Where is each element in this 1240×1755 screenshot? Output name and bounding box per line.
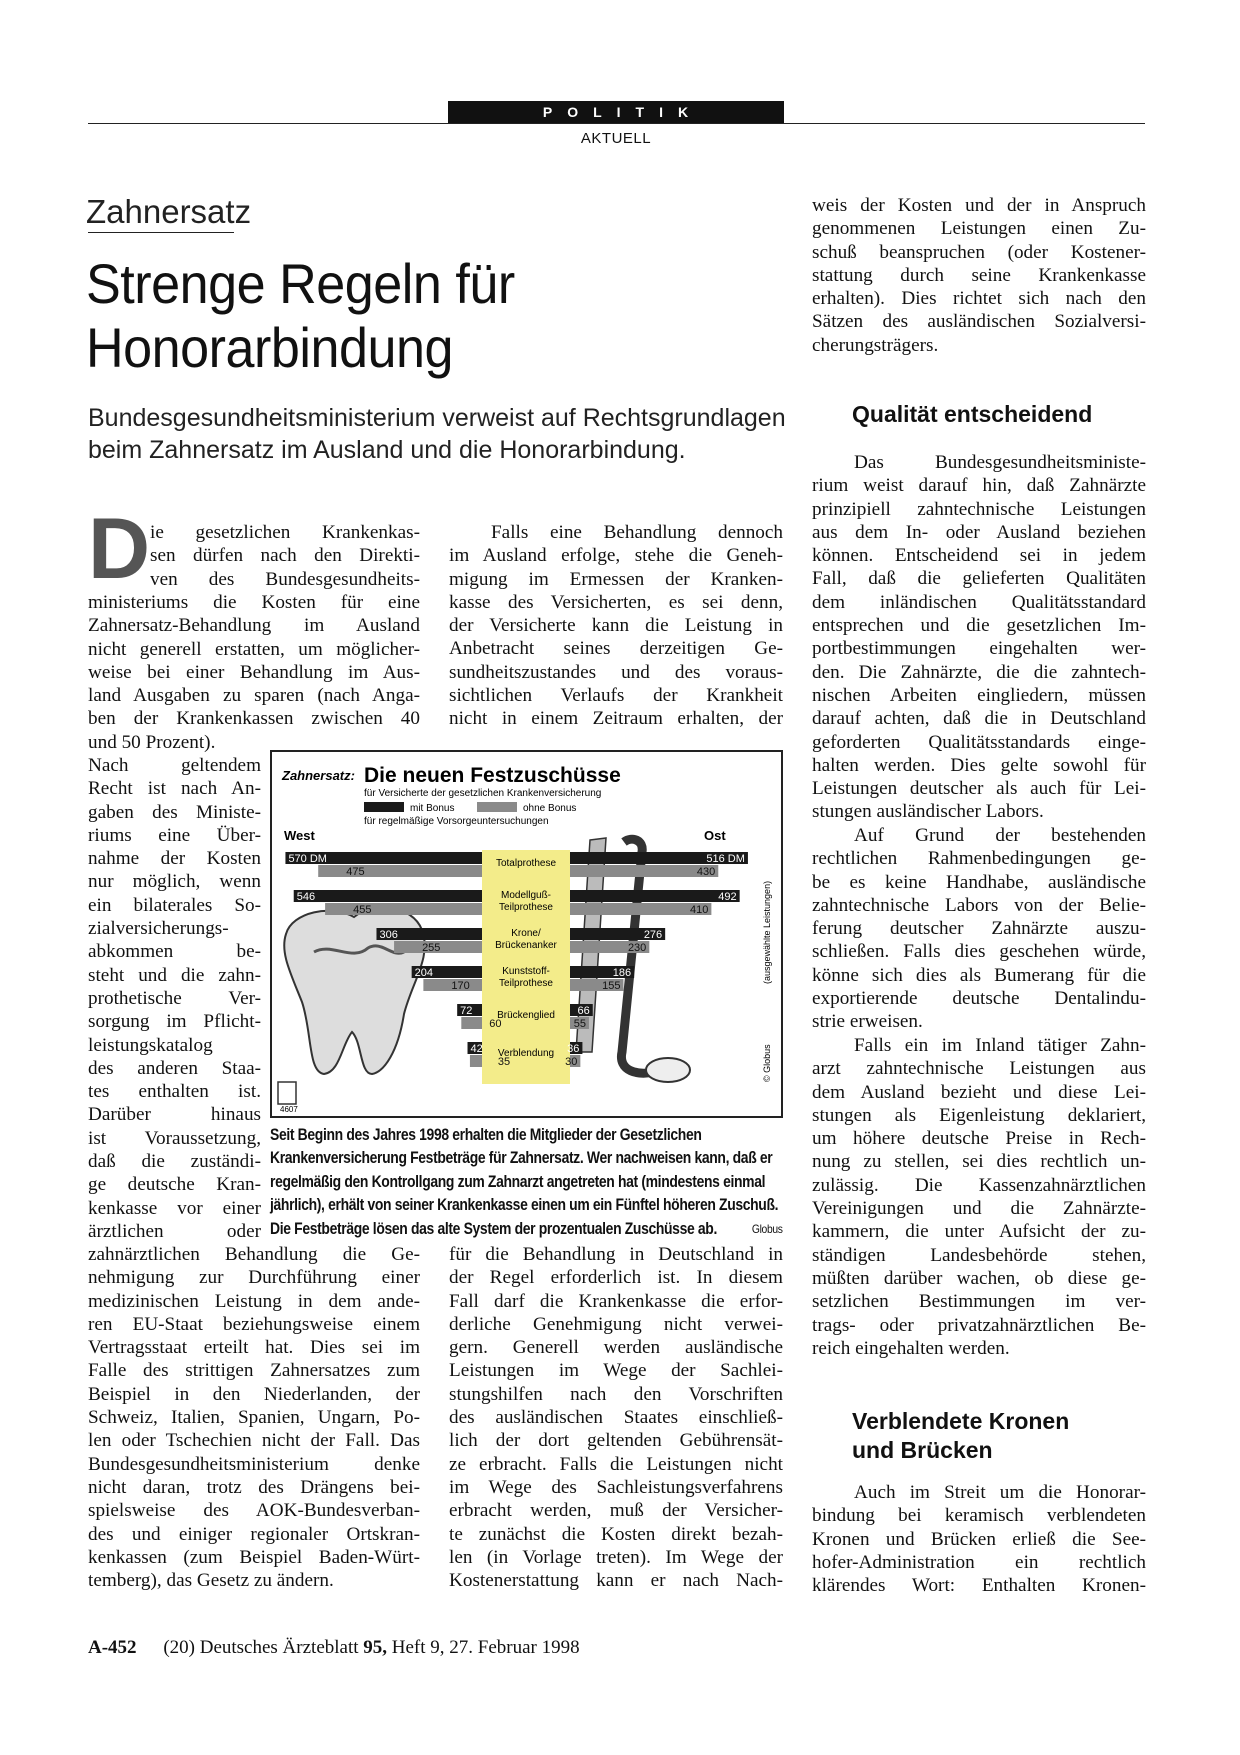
category-label: Kunststoff- <box>502 966 550 977</box>
text-line: migung im Ermessen der Kranken- <box>449 568 783 590</box>
text-line: klärendes Wort: Enthalten Kronen- <box>812 1575 1146 1597</box>
text-line: zahnärztlichen Behandlung die Ge- <box>88 1244 420 1265</box>
text-line: ärztlichen oder <box>88 1220 261 1242</box>
text-line: tes enthalten ist. <box>88 1081 261 1103</box>
section-label: POLITIK <box>448 101 784 123</box>
text-line: Falls ein im Inland tätiger Zahn- <box>854 1035 1146 1056</box>
text-line: erbracht werden, muß der Versicher- <box>449 1500 783 1522</box>
text-line: nung zu stellen, sei dies rechtlich un- <box>812 1151 1146 1173</box>
text-line: nahme der Kosten <box>88 848 261 870</box>
text-line: nicht daran, trotz des Drängens bei- <box>88 1476 420 1498</box>
text-line: te zunächst die Kosten direkt bezah- <box>449 1523 783 1545</box>
body-column-1-top <box>150 521 420 591</box>
data-label-east-bonus: 36 <box>567 1043 580 1055</box>
text-line: nicht generell erstatten, um möglicher- <box>88 638 420 660</box>
text-line: Schweiz, Italien, Spanien, Ungarn, Po- <box>88 1407 420 1429</box>
text-line: len oder Tschechien nicht der Fall. Das <box>88 1430 420 1452</box>
text-line: zulässig. Die Kassenzahnärztlichen <box>812 1174 1146 1196</box>
text-line: aus dem In- oder Ausland beziehen <box>812 521 1146 543</box>
text-line: schließen. Falls dies geschehen würde, <box>812 941 1146 963</box>
text-line: dem Ausland bezieht und diese Lei- <box>812 1081 1146 1103</box>
category-label: Verblendung <box>497 1048 555 1059</box>
data-label-west-bonus: 306 <box>379 929 398 941</box>
data-label-east-bonus: 516 DM <box>706 853 745 865</box>
bar-east-bonus <box>570 890 740 902</box>
data-label-west-bonus: 570 DM <box>288 853 327 865</box>
section-heading-veneered-line-1: Verblendete Kronen <box>852 1408 1070 1434</box>
bar-west-nobonus <box>461 1017 482 1029</box>
text-line: Zahnersatz-Behandlung im Ausland <box>88 615 420 637</box>
text-line: nischen Arbeiten eingliedern, müssen <box>812 684 1146 706</box>
data-label-west-nobonus: 60 <box>489 1018 502 1030</box>
data-label-west-nobonus: 35 <box>497 1056 511 1068</box>
figure-caption <box>270 1124 783 1241</box>
text-line: im Ausland erfolge, stehe die Geneh- <box>449 545 783 567</box>
text-line: Vereinigungen und die Zahnärzte- <box>812 1198 1146 1220</box>
legend-label-nobonus: ohne Bonus <box>523 803 577 814</box>
text-line: Recht ist nach An- <box>88 778 261 800</box>
data-label-west-nobonus: 455 <box>353 904 372 916</box>
text-line: ge deutsche Kran- <box>88 1174 261 1196</box>
text-line: daß die zuständi- <box>88 1151 261 1173</box>
data-label-east-bonus: 492 <box>718 891 737 903</box>
kicker-rule <box>88 232 234 233</box>
text-line: land Ausgaben zu sparen (nach Anga- <box>88 685 420 707</box>
text-line: gern. Generell werden ausländische <box>449 1337 783 1359</box>
headline-line-2: Honorarbindung <box>86 316 454 379</box>
data-label-west-bonus: 204 <box>414 967 434 979</box>
body-column-2-bottom <box>449 1243 783 1592</box>
text-line: ie gesetzlichen Krankenkas- <box>150 522 420 543</box>
text-line: Anbetracht seines derzeitigen Ge- <box>449 638 783 660</box>
text-line: spielsweise des AOK-Bundesverban- <box>88 1500 420 1522</box>
body-column-3-top <box>812 194 1146 357</box>
section-heading-quality: Qualität entscheidend <box>852 401 1093 427</box>
body-column-2-top <box>449 521 783 731</box>
text-line: entsprechen und die gesetzlichen Im- <box>812 615 1146 637</box>
text-line: könne sich dies als Bumerang für die <box>812 964 1146 986</box>
text-line: Darüber hinaus <box>88 1104 261 1126</box>
text-line: Vertragsstaat erteilt hat. Dies sei im <box>88 1337 420 1359</box>
text-line: exportierende deutsche Dentalindu- <box>812 988 1146 1010</box>
page-footer <box>88 1637 580 1659</box>
subheadline: Bundesgesundheitsministerium verweist auf Rechtsgrundlagen beim Zahnersatz im Ausland und die Honorarbindung. <box>88 404 786 464</box>
issue-volume: 95, <box>363 1637 388 1658</box>
text-line: leistungskatalog <box>88 1034 213 1056</box>
text-line: des und einiger regionaler Ortskran- <box>88 1523 420 1545</box>
legend-swatch-bonus <box>364 802 404 812</box>
text-line: abkommen be- <box>88 941 261 963</box>
text-line: medizinischen Leistung in dem ande- <box>88 1290 420 1312</box>
text-line: prinzipiell zahntechnische Leistungen <box>812 498 1146 520</box>
text-line: um höhere deutsche Preise in Rech- <box>812 1128 1146 1150</box>
text-line: ständigen Landesbehörde stehen, <box>812 1244 1146 1266</box>
category-label: Teilprothese <box>499 978 553 989</box>
text-line: erhalten). Dies richtet sich nach den <box>812 288 1146 310</box>
body-column-3-honorar <box>812 1481 1146 1597</box>
text-line: steht und die zahn- <box>88 964 261 986</box>
body-column-1-bottom <box>88 1243 420 1592</box>
text-line: des anderen Staa- <box>88 1057 261 1079</box>
headline-line-1: Strenge Regeln für <box>86 252 515 315</box>
text-line: genommenen Leistungen einen Zu- <box>812 218 1146 240</box>
text-line: strie erweisen. <box>812 1011 923 1033</box>
kicker: Zahnersatz <box>86 193 252 230</box>
text-line: müßten darüber wachen, ob diese ge- <box>812 1267 1146 1289</box>
text-line: arzt zahntechnische Leistungen aus <box>812 1058 1146 1080</box>
text-line: Kostenerstattung kann er nach Nach- <box>449 1570 783 1592</box>
text-line: prothetische Ver- <box>88 987 261 1009</box>
text-line: sichtlichen Verlaufs der Krankheit <box>449 685 783 707</box>
chart-title-prefix: Zahnersatz: <box>282 768 355 783</box>
text-line: Nach geltendem <box>88 755 261 776</box>
figure-caption-text: Seit Beginn des Jahres 1998 erhalten die Mitglieder der Gesetzlichen Krankenversicherung Festbeträge für Zahnersatz. Wer nachweisen kann, daß er regelmäßig den Kontrollgang zum Zahnarzt angetreten hat (mindestens einmal jährlich), erhält von seiner Krankenkasse einen um ein Fünftel höheren Zuschuß. Die Festbeträge lösen das alte System der prozentualen Zuschüsse ab. <box>270 1126 779 1238</box>
data-label-east-nobonus: 155 <box>602 980 621 992</box>
chart-side-note: (ausgewählte Leistungen) <box>762 880 772 984</box>
legend-note: für regelmäßige Vorsorgeuntersuchungen <box>364 816 549 827</box>
bar-west-nobonus <box>318 865 482 877</box>
text-line: gaben des Ministe- <box>88 801 261 823</box>
section-heading-veneered-line-2: und Brücken <box>852 1437 993 1463</box>
text-line: ist Voraussetzung, <box>88 1127 261 1149</box>
data-label-east-bonus: 276 <box>643 929 663 941</box>
text-line: rechtlichen Rahmenbedingungen ge- <box>812 848 1146 870</box>
text-line: be es keine Handhabe, ausländische <box>812 871 1146 893</box>
issue-text-pre: (20) Deutsches Ärzteblatt <box>163 1637 364 1658</box>
text-line: sen dürfen nach den Direkti- <box>150 545 420 567</box>
text-line: darauf achten, daß die in Deutschland <box>812 708 1146 730</box>
legend-label-bonus: mit Bonus <box>410 803 455 814</box>
side-label-east: Ost <box>704 828 726 843</box>
text-line: dem inländischen Qualitätsstandard <box>812 591 1146 613</box>
bar-west-bonus <box>294 890 482 902</box>
text-line: für die Behandlung in Deutschland in <box>449 1244 783 1265</box>
text-line: rium weist darauf hin, daß Zahnärzte <box>812 475 1146 497</box>
dental-mirror-head <box>646 1058 690 1082</box>
chart-subtitle: für Versicherte der gesetzlichen Krankenversicherung <box>364 788 602 799</box>
text-line: der Regel erforderlich ist. In diesem <box>449 1267 783 1289</box>
body-column-1-narrow <box>88 754 261 1243</box>
text-line: hofer-Administration ein rechtlich <box>812 1551 1146 1573</box>
text-line: können. Entscheidend sei in jedem <box>812 545 1146 567</box>
text-line: ven des Bundesgesundheits- <box>150 568 420 590</box>
data-label-east-nobonus: 30 <box>565 1056 578 1068</box>
text-line: Das Bundesgesundheitsministe- <box>854 452 1146 473</box>
text-line: den. Die Zahnärzte, die die zahntech- <box>812 661 1146 683</box>
section-heading-veneered <box>852 1407 1069 1465</box>
text-line: nur möglich, wenn <box>88 871 261 893</box>
data-label-west-bonus: 42 <box>470 1043 483 1055</box>
text-line: Fall, daß die gelieferten Qualitäten <box>812 568 1146 590</box>
text-line: kenkassen (zum Beispiel Baden-Würt- <box>88 1546 420 1568</box>
data-label-west-nobonus: 170 <box>451 980 470 992</box>
data-label-west-bonus: 72 <box>460 1005 473 1017</box>
text-line: halten werden. Dies gelte sowohl für <box>812 754 1146 776</box>
bar-west-nobonus <box>325 903 482 915</box>
text-line: lich der dort geltenden Gebührensät- <box>449 1430 783 1452</box>
page-number: A-452 <box>88 1637 137 1658</box>
bar-west-nobonus <box>470 1055 482 1067</box>
text-line: nehmigung zur Durchführung einer <box>88 1267 420 1289</box>
text-line: Fall darf die Krankenkasse die erfor- <box>449 1290 783 1312</box>
data-label-east-bonus: 186 <box>612 967 632 979</box>
text-line: sorgung im Pflicht- <box>88 1011 261 1033</box>
body-column-3-domestic <box>812 1034 1146 1360</box>
text-line: cherungsträgers. <box>812 334 939 356</box>
side-label-west: West <box>284 828 315 843</box>
category-label: Totalprothese <box>495 858 557 869</box>
text-line: trags- oder privatzahnärztlichen Be- <box>812 1314 1146 1336</box>
text-line: temberg), das Gesetz zu ändern. <box>88 1570 334 1592</box>
body-column-1-mid <box>88 591 420 754</box>
text-line: Falle des strittigen Zahnersatzes zum <box>88 1360 420 1382</box>
chart-title: Die neuen Festzuschüsse <box>364 764 621 787</box>
text-line: geforderten Qualitätsstandards einge- <box>812 731 1146 753</box>
text-line: nicht in einem Zeitraum erhalten, der <box>449 708 783 730</box>
text-line: weis der Kosten und der in Anspruch <box>812 195 1146 216</box>
data-label-west-nobonus: 255 <box>422 942 441 954</box>
body-column-3-quality <box>812 451 1146 824</box>
chart-code: 4607 <box>280 1105 298 1114</box>
text-line: reich eingehalten werden. <box>812 1337 1010 1359</box>
data-label-east-nobonus: 230 <box>627 942 647 954</box>
text-line: stungen als Eigenleistung deklariert, <box>812 1104 1146 1126</box>
text-line: sundheitszustandes und des voraus- <box>449 661 783 683</box>
data-label-east-nobonus: 430 <box>696 866 716 878</box>
data-label-west-bonus: 546 <box>296 891 316 903</box>
text-line: bindung bei keramisch verblendeten <box>812 1505 1146 1527</box>
text-line: und 50 Prozent). <box>88 731 216 753</box>
text-line: Bundesgesundheitsministerium denke <box>88 1453 420 1475</box>
header-rule <box>88 123 1145 124</box>
text-line: ferung deutscher Zahnärzte auszu- <box>812 918 1146 940</box>
text-line: Falls eine Behandlung dennoch <box>491 522 783 543</box>
text-line: setzlichen Bestimmungen im ver- <box>812 1291 1146 1313</box>
text-line: weise bei einer Behandlung im Aus- <box>88 661 420 683</box>
text-line: ein bilaterales So- <box>88 894 261 916</box>
text-line: stungshilfen nach den Vorschriften <box>449 1383 783 1405</box>
legend-swatch-nobonus <box>477 802 517 812</box>
subsection-label: AKTUELL <box>580 130 652 147</box>
text-line: zialversicherungs- <box>88 918 229 940</box>
text-line: kammern, die unter Aufsicht der zu- <box>812 1221 1146 1243</box>
data-label-west-nobonus: 475 <box>346 866 365 878</box>
data-label-east-bonus: 66 <box>577 1005 590 1017</box>
text-line: ren EU-Staat beziehungsweise einem <box>88 1313 420 1335</box>
text-line: ben der Krankenkassen zwischen 40 <box>88 708 420 730</box>
text-line: stungen ausländischer Labors. <box>812 801 1044 823</box>
headline <box>86 252 700 380</box>
text-line: zahntechnische Labors von der Belie- <box>812 894 1146 916</box>
globus-logo-icon <box>278 1082 296 1104</box>
text-line: des ausländischen Staates einschließ- <box>449 1407 783 1429</box>
text-line: ministeriums die Kosten für eine <box>88 592 420 613</box>
issue-text-post: Heft 9, 27. Februar 1998 <box>387 1637 580 1658</box>
data-label-east-nobonus: 55 <box>573 1018 586 1030</box>
text-line: schuß beanspruchen (oder Kostener- <box>812 241 1146 263</box>
text-line: der Versicherte kann die Leistung in <box>449 615 783 637</box>
figure-credit: Globus <box>751 1221 783 1236</box>
text-line: Auf Grund der bestehenden <box>854 825 1146 846</box>
festzuschuesse-chart <box>270 750 783 1118</box>
category-label: Brückenanker <box>495 940 557 951</box>
text-line: riums eine Über- <box>88 824 261 846</box>
text-line: Auch im Streit um die Honorar- <box>854 1482 1146 1503</box>
category-label: Krone/ <box>511 928 541 939</box>
text-line: derliche Genehmigung nicht verwei- <box>449 1313 783 1335</box>
text-line: len (in Vorlage treten). Im Wege der <box>449 1546 783 1568</box>
chart-source: © Globus <box>762 1044 772 1082</box>
text-line: Sätzen des ausländischen Sozialversi- <box>812 311 1146 333</box>
chart-svg <box>272 752 781 1116</box>
body-column-3-framework <box>812 824 1146 1034</box>
category-label: Modellguß- <box>500 890 552 901</box>
category-label: Brückenglied <box>497 1010 555 1021</box>
text-line: Beispiel in den Niederlanden, der <box>88 1383 420 1405</box>
data-label-east-nobonus: 410 <box>690 904 709 916</box>
text-line: im Wege des Sachleistungsverfahrens <box>449 1476 783 1498</box>
dropcap: D <box>88 501 151 597</box>
text-line: portbestimmungen eingehalten wer- <box>812 638 1146 660</box>
text-line: ze erbracht. Falls die Leistungen nicht <box>449 1453 783 1475</box>
text-line: kenkasse vor einer <box>88 1197 261 1219</box>
text-line: Leistungen deutscher als auch für Lei- <box>812 778 1146 800</box>
category-label: Teilprothese <box>499 902 553 913</box>
text-line: stattung durch seine Krankenkasse <box>812 264 1146 286</box>
text-line: Leistungen im Wege der Sachlei- <box>449 1360 783 1382</box>
text-line: kasse des Versicherten, es sei denn, <box>449 591 783 613</box>
text-line: Kronen und Brücken erließ die See- <box>812 1528 1146 1550</box>
